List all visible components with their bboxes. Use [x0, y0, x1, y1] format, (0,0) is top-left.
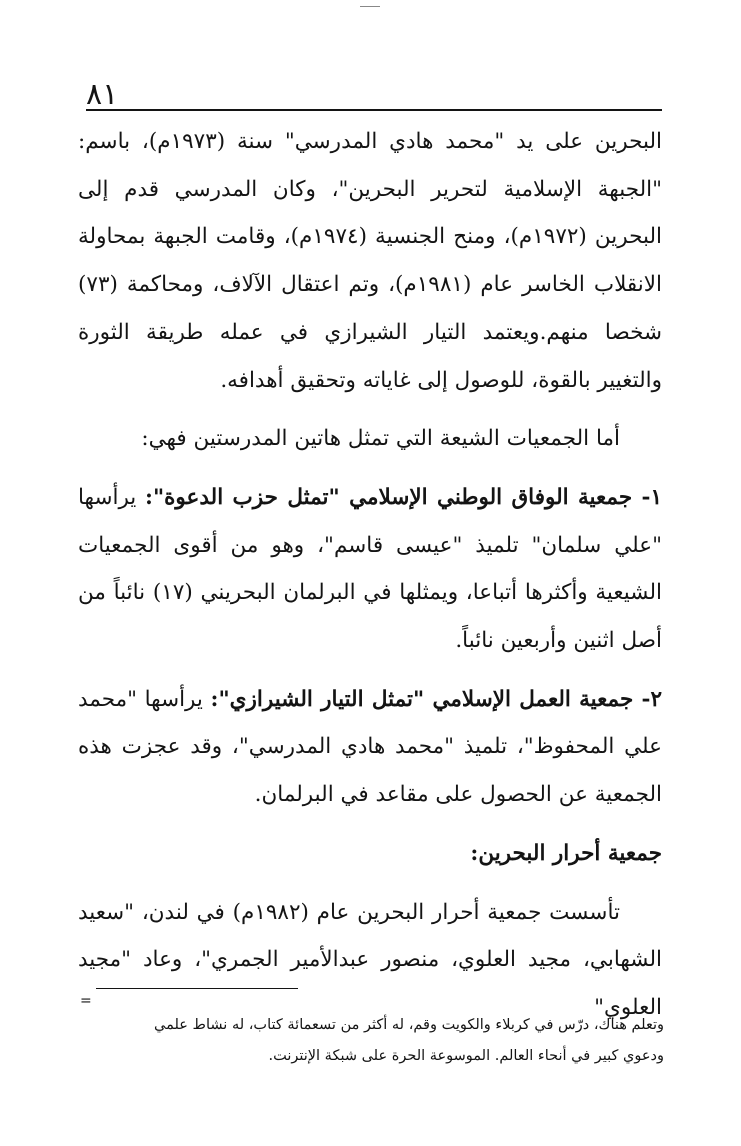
section-heading: جمعية أحرار البحرين: — [470, 840, 662, 866]
footnote — [80, 1010, 664, 1072]
item-heading: ٢- جمعية العمل الإسلامي "تمثل التيار الشيرازي": — [210, 686, 662, 712]
footnote-rule — [96, 988, 298, 989]
item-text: يرأسها "علي سلمان" تلميذ "عيسى قاسم"، وهو من أقوى الجمعيات الشيعية وأكثرها أتباعا، ويمثلها في البرلمان البحريني (١٧) نائباً من أصل اثنين وأربعين نائباً. — [78, 484, 662, 654]
list-item — [78, 676, 662, 819]
paragraph: أما الجمعيات الشيعة التي تمثل هاتين المدرستين فهي: — [141, 426, 620, 452]
item-text: يرأسها "محمد علي المحفوظ"، تلميذ "محمد هادي المدرسي"، وقد عجزت هذه الجمعية عن الحصول على مقاعد في البرلمان. — [78, 686, 662, 808]
page-number: ٨١ — [86, 77, 119, 112]
header-rule — [86, 109, 662, 111]
paragraph: البحرين على يد "محمد هادي المدرسي" سنة (١٩٧٣م)، باسم: "الجبهة الإسلامية لتحرير البحرين"، وكان المدرسي قدم إلى البحرين (١٩٧٢م)، ومنح الجنسية (١٩٧٤م)، وقامت الجبهة بمحاولة الانقلاب الخاسر عام (١٩٨١م)، وتم اعتقال الآلاف، ومحاكمة (٧٣) شخصا منهم.ويعتمد التيار الشيرازي في عمله طريقة الثورة والتغيير بالقوة، للوصول إلى غاياته وتحقيق أهدافه. — [78, 129, 662, 393]
item-heading: ١- جمعية الوفاق الوطني الإسلامي "تمثل حزب الدعوة": — [145, 484, 662, 510]
footnote-marker: = — [80, 993, 92, 1009]
list-item — [78, 474, 662, 665]
footnote-line: وتعلم هناك، درّس في كربلاء والكويت وقم، له أكثر من تسعمائة كتاب، له نشاط علمي — [154, 1017, 664, 1033]
paragraph: تأسست جمعية أحرار البحرين عام (١٩٨٢م) في لندن، "سعيد الشهابي، مجيد العلوي، منصور عبدالأمير الجمري"، وعاد "مجيد العلوي" — [78, 899, 662, 1020]
main-text — [78, 118, 662, 1032]
top-mark — [360, 6, 380, 7]
footnote-line: ودعوي كبير في أنحاء العالم. الموسوعة الحرة على شبكة الإنترنت. — [268, 1048, 664, 1064]
